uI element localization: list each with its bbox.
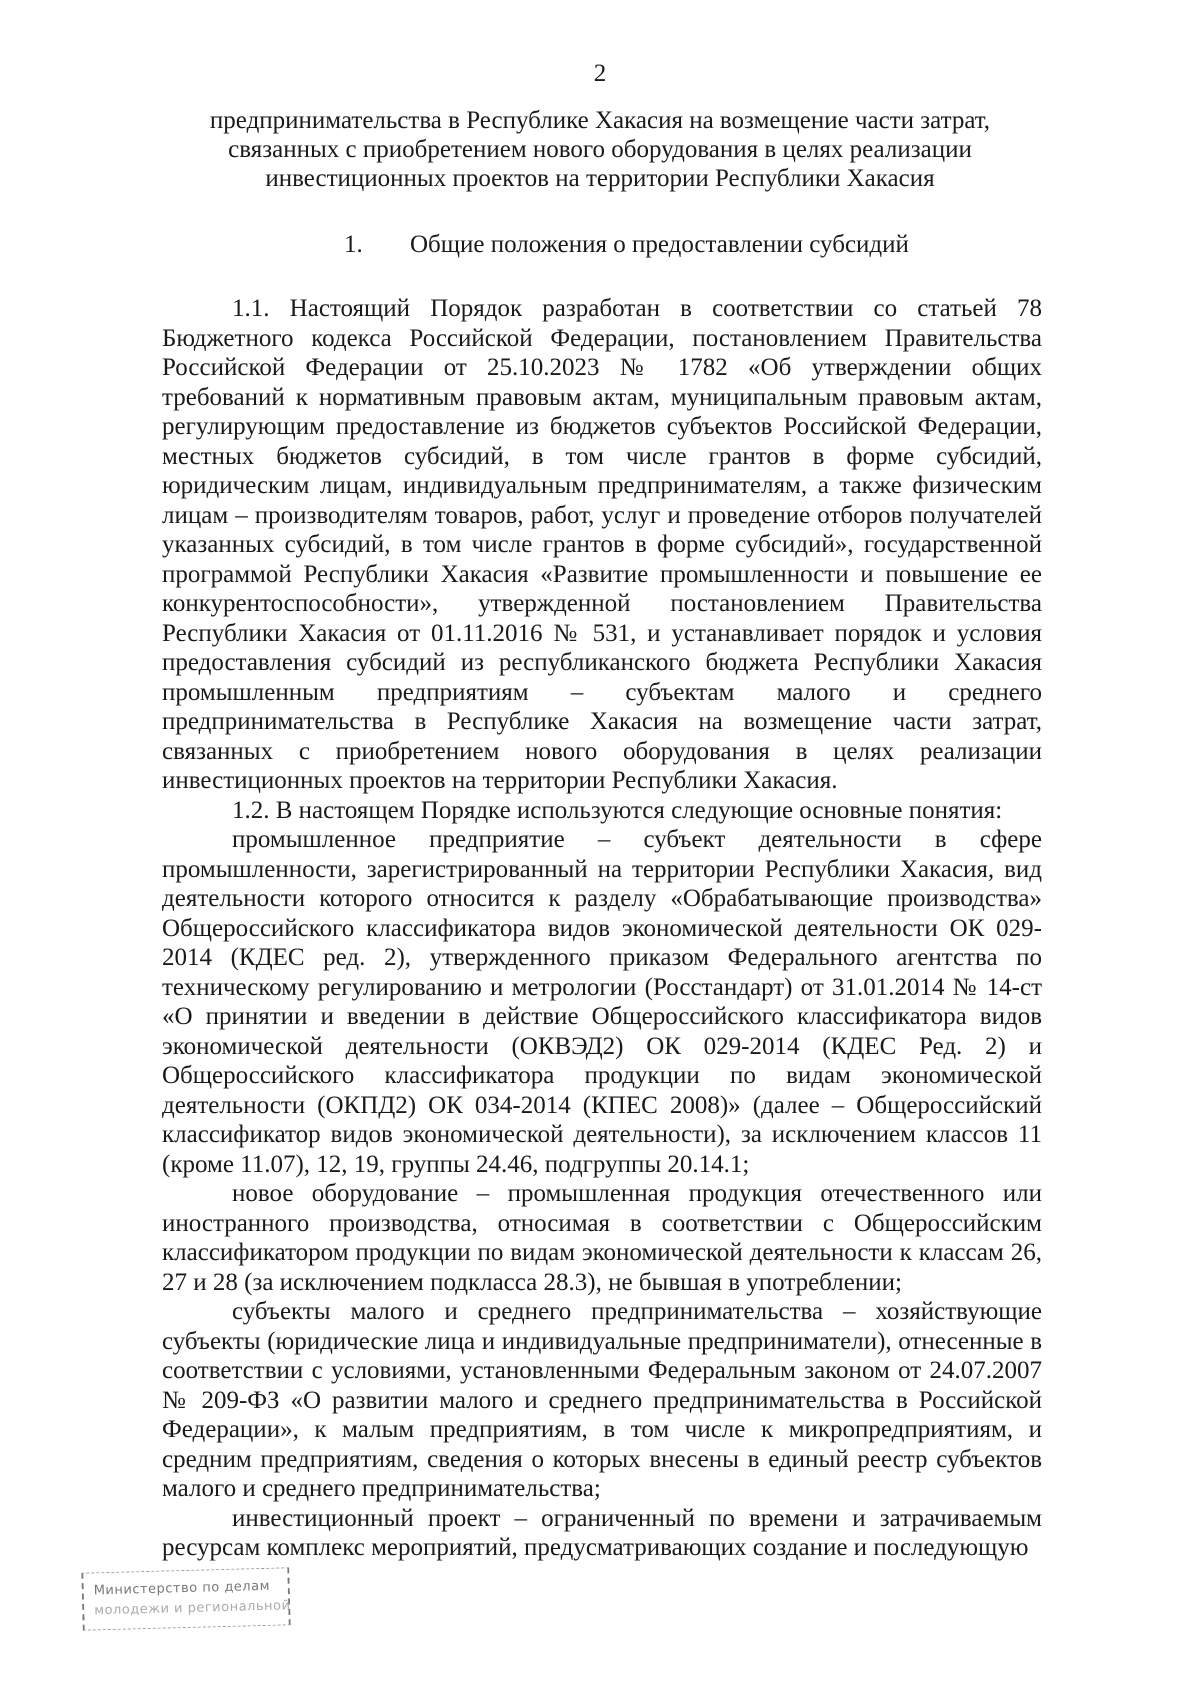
document-body bbox=[162, 294, 1042, 1563]
document-title-continuation bbox=[160, 106, 1040, 193]
section-title: Общие положения о предоставлении субсидий bbox=[410, 231, 909, 258]
definition-sme: субъекты малого и среднего предпринимательства – хозяйствующие субъекты (юридические лица и индивидуальные предприниматели), отнесенные в соответствии с условиями, установленными Федеральным законом от 24.07.2007 № 209-ФЗ «О развитии малого и среднего предпринимательства в Российской Федерации», к малым предприятиям, в том числе к микропредприятиям, и средним предприятиям, сведения о которых внесены в единый реестр субъектов малого и среднего предпринимательства; bbox=[162, 1298, 1042, 1502]
title-line: связанных с приобретением нового оборудования в целях реализации bbox=[228, 136, 972, 163]
page-number: 2 bbox=[593, 60, 607, 87]
section-number: 1. bbox=[344, 231, 363, 258]
registration-stamp bbox=[81, 1567, 290, 1630]
stamp-line: Министерство по делам bbox=[93, 1578, 271, 1599]
definition-investment-project: инвестиционный проект – ограниченный по времени и затрачиваемым ресурсам комплекс мероприятий, предусматривающих создание и последующую bbox=[162, 1504, 1042, 1561]
paragraph-1-2: 1.2. В настоящем Порядке используются следующие основные понятия: bbox=[232, 796, 1003, 824]
paragraph-1-1: 1.1. Настоящий Порядок разработан в соответствии со статьей 78 Бюджетного кодекса Российской Федерации, постановлением Правительства Российской Федерации от 25.10.2023 № 1782 «Об утверждении общих требований к нормативным правовым актам, муниципальным правовым актам, регулирующим предоставление из бюджетов субъектов Российской Федерации, местных бюджетов субсидий, в том числе грантов в форме субсидий, юридическим лицам, индивидуальным предпринимателям, а также физическим лицам – производителям товаров, работ, услуг и проведение отборов получателей указанных субсидий, в том числе грантов в форме субсидий», государственной программой Республики Хакасия «Развитие промышленности и повышение ее конкурентоспособности», утвержденной постановлением Правительства Республики Хакасия от 01.11.2016 № 531, и устанавливает порядок и условия предоставления субсидий из республиканского бюджета Республики Хакасия промышленным предприятиям – субъектам малого и среднего предпринимательства в Республике Хакасия на возмещение части затрат, связанных с приобретением нового оборудования в целях реализации инвестиционных проектов на территории Республики Хакасия. bbox=[162, 295, 1042, 794]
title-line: инвестиционных проектов на территории Республики Хакасия bbox=[265, 165, 935, 192]
stamp-line: молодежи и региональной bbox=[94, 1598, 291, 1619]
title-line: предпринимательства в Республике Хакасия на возмещение части затрат, bbox=[209, 107, 991, 134]
definition-industrial-enterprise: промышленное предприятие – субъект деятельности в сфере промышленности, зарегистрированный на территории Республики Хакасия, вид деятельности которого относится к разделу «Обрабатывающие производства» Общероссийского классификатора видов экономической деятельности ОК 029-2014 (КДЕС ред. 2), утвержденного приказом Федерального агентства по техническому регулированию и метрологии (Росстандарт) от 31.01.2014 № 14-ст «О принятии и введении в действие Общероссийского классификатора видов экономической деятельности (ОКВЭД2) ОК 029-2014 (КДЕС Ред. 2) и Общероссийского классификатора продукции по видам экономической деятельности (ОКПД2) ОК 034-2014 (КПЕС 2008)» (далее – Общероссийский классификатор видов экономической деятельности), за исключением классов 11 (кроме 11.07), 12, 19, группы 24.46, подгруппы 20.14.1; bbox=[162, 826, 1042, 1178]
definition-new-equipment: новое оборудование – промышленная продукция отечественного или иностранного производства, относимая в соответствии с Общероссийским классификатором продукции по видам экономической деятельности к классам 26, 27 и 28 (за исключением подкласса 28.3), не бывшая в употреблении; bbox=[162, 1180, 1042, 1296]
